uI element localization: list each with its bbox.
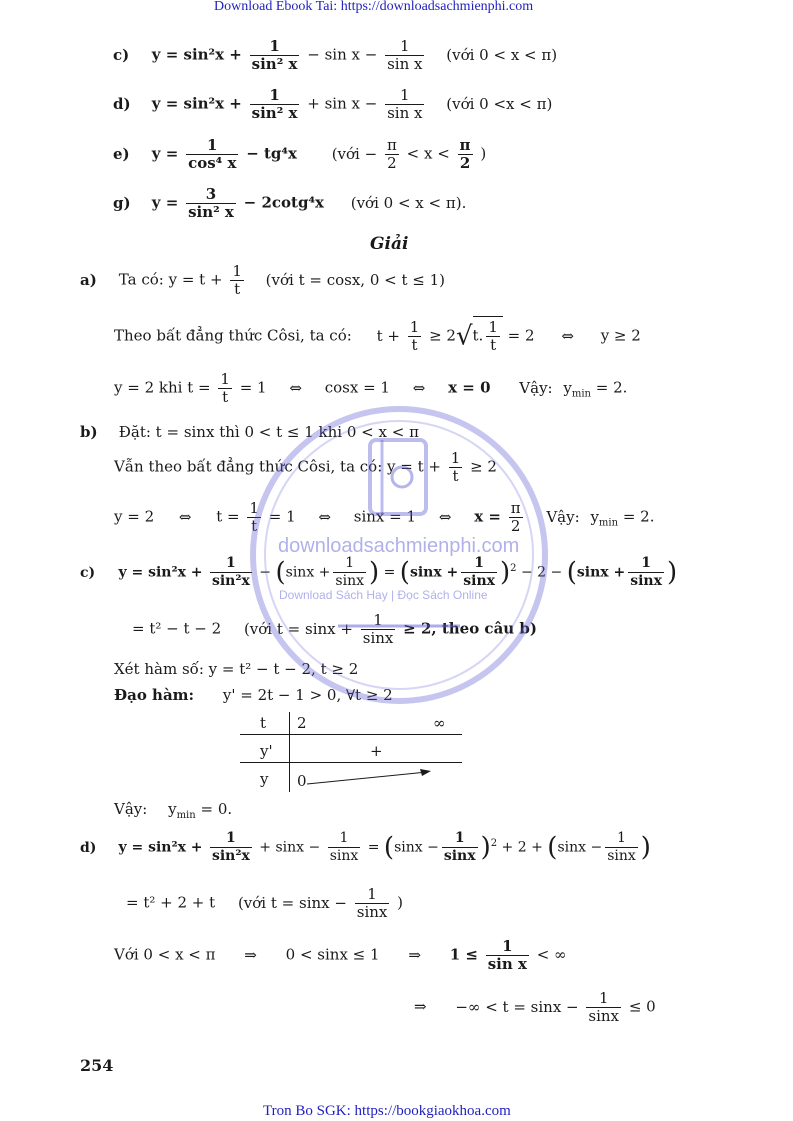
fraction: $\frac{1}{\sin x}$ [362,611,394,647]
expr: Với 0 < x < π [114,945,216,964]
expr: − 2 − [521,564,563,581]
implies-icon: ⇒ [244,945,257,964]
expr: = t² − t − 2 [132,619,222,638]
fraction: $\frac{1}{\text{sin x}}$ [387,37,423,73]
expr: y = sin²x + [151,94,242,113]
paren-icon: ) [500,557,511,588]
fraction: $\frac{1}{\text{sin²x}}$ [211,555,250,589]
fraction: $\frac{3}{\text{sin² x}}$ [188,185,234,221]
fraction: $\frac{1}{\text{cos⁴ x}}$ [188,136,237,172]
paren-icon: ) [480,832,491,863]
expr: x = 0 [448,378,491,397]
solution-d-line-1: d) y = sin²x + $\frac{1}{\text{sin²x}}$ + sinx − $\frac{1}{\sin x}$ = (sinx − $\frac{1}{\sin x}$ )$^2$ + 2 + (sinx − $\frac{1}{\sin x}$ ) [80,830,651,864]
paren-icon: ( [566,557,577,588]
text: Đạo hàm: [114,686,195,704]
expr: = 0. [200,800,233,818]
solution-d-line-4 [414,990,656,1025]
expr: y = [151,144,179,163]
solution-c-line-1: c) y = sin²x + $\frac{1}{\text{sin²x}}$ − (sinx + $\frac{1}{\sin x}$ ) = (sinx + $\frac{1}{\sin x}$ )$^2$ − 2 − (sinx + $\frac{1}{\sin x}$ ) [80,555,678,589]
expr: sinx = 1 [353,507,417,526]
expr: t + [376,326,400,345]
expr: = [367,839,380,856]
fraction: $\frac{1}{\sin x}$ [443,830,476,864]
text: Vậy: [546,507,580,526]
table-divider [289,712,290,792]
expr: y ≥ 2 [600,326,641,345]
exercise-label: d) [113,94,131,113]
expr: = 2. [622,507,655,526]
condition: (với t = sinx − [237,893,347,912]
text: Đặt: t = sinx thì 0 < t ≤ 1 khi 0 < x < π [118,423,419,441]
expr: = 2 [507,326,535,345]
solution-c-line-5: Vậy: $y_{min} = 0$. [114,800,233,821]
solution-title: Giải [370,234,409,254]
condition: (với − [331,144,378,163]
iff-icon: ⇔ [289,378,302,397]
expr: y = [151,193,179,212]
fraction: $\frac{1}{\sin x}$ [335,555,364,589]
condition: (với 0 < x < π) [446,45,558,64]
paren-icon: ) [368,557,380,588]
table-cell: y [260,770,269,788]
fraction: $\frac{1}{\sin x}$ [356,885,388,921]
text: Vẫn theo bất đẳng thức Côsi, ta có: y = t + [114,457,441,476]
exercise-g [113,186,466,221]
fraction: $\frac{1}{\text{sin x}}$ [487,937,527,973]
solution-label: b) [80,423,98,441]
solution-c-line-3: Xét hàm số: y = t² − t − 2, t ≥ 2 [114,660,359,678]
expr: = 1 [239,378,267,397]
expr: 1 ≤ [449,945,478,964]
expr: y = sin²x + [151,45,242,64]
fraction: $\frac{1}{\text{sin x}}$ [387,86,423,122]
expr: = [383,564,396,581]
exercise-d [113,87,552,122]
expr: ≥ 2 [470,457,497,476]
fraction: $\frac{1}{\sin x}$ [329,830,359,864]
expr: ≥ 2 [429,326,456,345]
expr: y = 2 [114,507,155,526]
bottom-sgk-link[interactable]: Tron Bo SGK: https://bookgiaokhoa.com [263,1103,511,1119]
fraction: $\frac{1}{t}$ [232,262,242,298]
fraction: $\frac{1}{\sin x}$ [630,555,662,589]
table-cell: ∞ [433,714,446,732]
expr: < ∞ [536,945,567,964]
table-divider [240,734,462,735]
expr: ≤ 0 [628,997,656,1016]
fraction: $\frac{1}{\sin x}$ [588,989,620,1025]
paren-icon: ( [547,832,558,863]
fraction: $\frac{1}{t}$ [249,499,259,535]
condition: ≥ 2, theo câu b) [403,619,537,638]
implies-icon: ⇒ [408,945,421,964]
condition: < x < [406,144,450,163]
fraction: $\frac{1}{\text{sin²x}}$ [211,830,250,864]
fraction: $\frac{1}{t}$ [409,318,420,354]
fraction: $\frac{1}{t}$ [450,449,461,485]
page-number: 254 [80,1056,114,1075]
expr: y [590,507,599,526]
table-cell: t [260,714,267,732]
expr: Ta có: y = t + [118,270,223,289]
table-cell: 2 [297,714,307,732]
condition: (với t = sinx + [243,619,353,638]
expr: y = sin²x + [118,564,203,581]
fraction: $\frac{1}{\sin x}$ [463,555,496,589]
increasing-arrow-icon [305,764,435,788]
solution-b-line-3: y = 2 ⇔ t = $\frac{1}{t}$ = 1 ⇔ sinx = 1 ⇔ x = $\frac{\pi}{2}$ Vậy: $y_{min} = 2$. [114,499,655,535]
solution-a-line-2 [114,316,641,354]
expr: + sinx − [259,839,321,856]
condition: (với t = cosx, 0 < t ≤ 1) [265,270,445,289]
condition: (với 0 <x < π) [446,94,553,113]
solution-a-line-3: y = 2 khi t = $\frac{1}{t}$ = 1 ⇔ cosx = 1 ⇔ x = 0 Vậy: $y_{min} = 2$. [114,370,628,406]
expr: cosx = 1 [324,378,390,397]
expr: + 2 + [501,839,543,856]
fraction: $\frac{1}{\text{sin² x}}$ [251,37,298,73]
solution-d-line-2 [126,886,403,921]
iff-icon: ⇔ [318,507,331,526]
fraction: $\frac{\pi}{2}$ [510,499,521,535]
sqrt-icon: √ [455,321,473,352]
text: Vậy: [519,378,553,397]
expr: = t² + 2 + t [126,893,216,912]
paren-icon: ) [666,557,678,588]
paren-icon: ( [275,557,286,588]
fraction: $\frac{1}{t}$ [220,370,230,406]
implies-icon: ⇒ [414,997,427,1016]
table-cell: y' [260,742,273,760]
expr: 0 < sinx ≤ 1 [285,945,380,964]
expr: − 2cotg⁴x [243,193,324,212]
iff-icon: ⇔ [412,378,426,397]
expr: −∞ < t = sinx − [455,997,579,1016]
expr: y = 2 khi t = [114,378,211,397]
text: Vậy: [114,800,148,818]
expr: t = [216,507,240,526]
paren-icon: ( [399,557,410,588]
expr: y [168,800,177,818]
paren-icon: ) [640,832,651,863]
fraction: $\frac{\pi}{2}$ [459,136,471,172]
exercise-label: c) [113,45,130,64]
exercise-c [113,38,557,73]
text: Theo bất đẳng thức Côsi, ta có: [114,326,352,345]
paren-icon: ( [383,832,395,863]
expr: y = sin²x + [118,839,203,856]
table-cell: + [370,742,383,760]
expr: − tg⁴x [246,144,297,163]
watermark-site: downloadsachmienphi.com [278,535,520,557]
fraction: $\frac{1}{t}$ [488,318,498,354]
fraction: $\frac{1}{\sin x}$ [607,830,636,864]
fraction: $\frac{\pi}{2}$ [386,136,397,172]
iff-icon: ⇔ [438,507,452,526]
solution-a-line-1 [80,263,445,298]
watermark-tagline: Download Sách Hay | Đọc Sách Online [279,588,488,602]
exercise-label: e) [113,144,130,163]
solution-label: a) [80,270,97,289]
expr: x = [474,507,501,526]
expr: y' = 2t − 1 > 0, ∀t ≥ 2 [222,686,393,704]
expr: − sin x − [307,45,378,64]
expr: = 1 [268,507,296,526]
iff-icon: ⇔ [178,507,192,526]
expr: y [563,378,572,397]
expr: − [259,564,272,581]
exercise-e [113,137,486,172]
table-divider [240,762,462,763]
sqrt-content: t. $\frac{1}{t}$ [473,316,503,354]
condition: ) [397,893,404,912]
solution-label: d) [80,839,97,856]
top-download-link[interactable]: Download Ebook Tai: https://downloadsachmienphi.com [214,0,534,14]
condition: ) [480,144,487,163]
fraction: $\frac{1}{\text{sin² x}}$ [251,86,298,122]
solution-d-line-3 [114,938,567,973]
solution-label: c) [80,564,96,581]
table-cell: 0 [297,772,307,790]
condition: (với 0 < x < π). [350,193,467,212]
expr: + sin x − [307,94,378,113]
iff-icon: ⇔ [561,326,574,345]
expr: = 2. [595,378,628,397]
exercise-label: g) [113,193,131,212]
